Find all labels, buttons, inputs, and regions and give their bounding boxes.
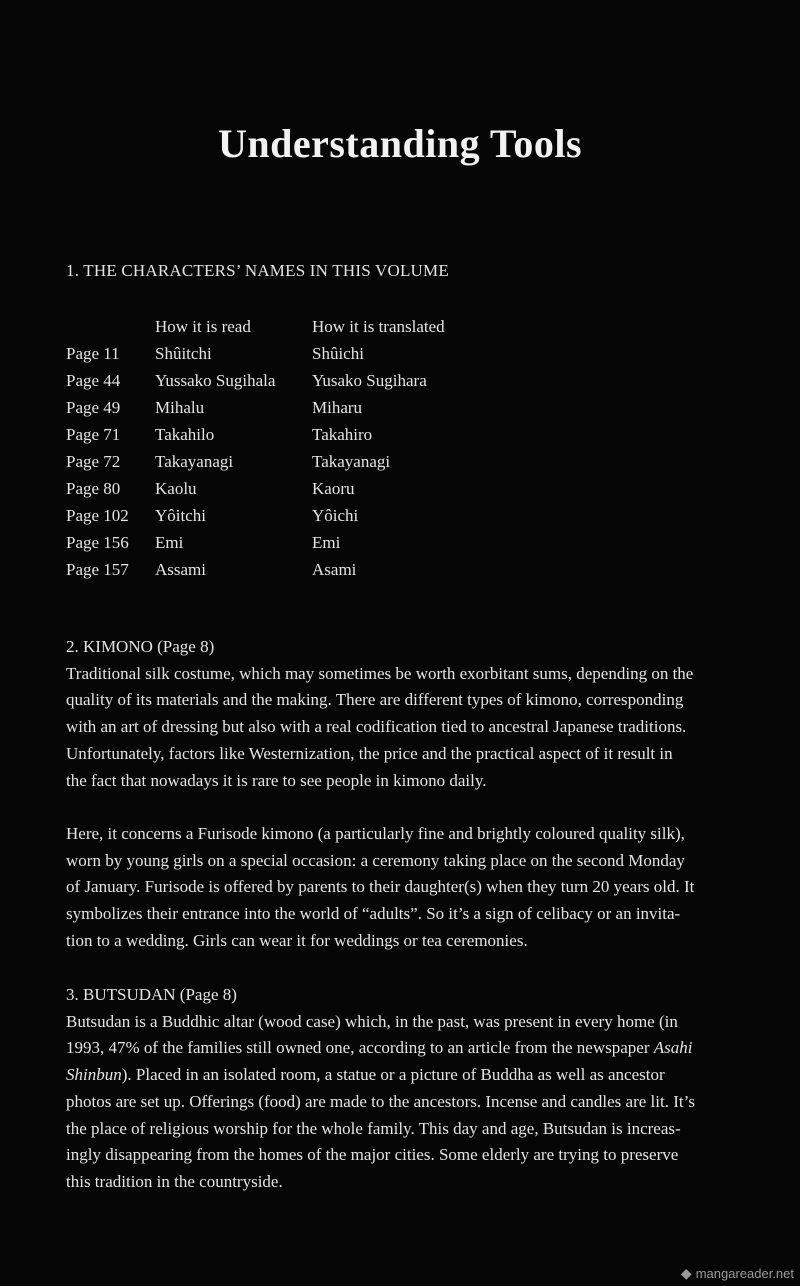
text-line: tion to a wedding. Girls can wear it for weddings or tea ceremonies.: [66, 930, 528, 950]
section3-heading: 3. BUTSUDAN (Page 8): [66, 985, 237, 1004]
section1-heading: 1. THE CHARACTERS’ NAMES IN THIS VOLUME: [66, 261, 449, 280]
text-line: Traditional silk costume, which may sometimes be worth exorbitant sums, depending on the: [66, 663, 694, 683]
text-line: this tradition in the countryside.: [66, 1171, 283, 1191]
row-read: Shûitchi: [155, 344, 212, 363]
row-read: Emi: [155, 533, 184, 552]
row-translated: Takahiro: [312, 425, 373, 444]
turtle-logo-icon: ◆: [680, 1265, 692, 1281]
row-translated: Yusako Sugihara: [312, 371, 427, 390]
text-line: Butsudan is a Buddhic altar (wood case) which, in the past, was present in every home (in: [66, 1011, 678, 1031]
watermark: [681, 1265, 794, 1282]
row-page: Page 102: [66, 506, 129, 525]
row-translated: Miharu: [312, 398, 363, 417]
row-read: Mihalu: [155, 398, 205, 417]
row-read: Kaolu: [155, 479, 197, 498]
row-translated: Emi: [312, 533, 341, 552]
butsudan-paragraph: [66, 1009, 746, 1196]
row-read: Takahilo: [155, 425, 215, 444]
text-line: of January. Furisode is offered by parents to their daughter(s) when they turn 20 years old. It: [66, 877, 695, 897]
page-title: Understanding Tools: [217, 121, 583, 166]
row-page: Page 11: [66, 344, 120, 363]
row-page: Page 72: [66, 452, 121, 471]
text-line: the fact that nowadays it is rare to see people in kimono daily.: [66, 770, 487, 790]
row-read: Yussako Sugihala: [155, 371, 276, 390]
row-translated: Shûichi: [312, 344, 364, 363]
kimono-paragraph-1: [66, 661, 746, 795]
row-page: Page 49: [66, 398, 121, 417]
section2-heading: 2. KIMONO (Page 8): [66, 637, 215, 656]
newspaper-name-cont: Shinbun: [66, 1065, 122, 1085]
row-translated: Asami: [312, 560, 357, 579]
kimono-paragraph-2: [66, 821, 746, 955]
row-translated: Kaoru: [312, 479, 355, 498]
section-kimono: [66, 634, 746, 954]
row-translated: Takayanagi: [312, 452, 391, 471]
text-line: Here, it concerns a Furisode kimono (a particularly fine and brightly coloured quality silk),: [66, 823, 685, 843]
text-line: ingly disappearing from the homes of the major cities. Some elderly are trying to preserve: [66, 1145, 679, 1165]
newspaper-name: Asahi: [653, 1038, 693, 1058]
section-butsudan: [66, 982, 746, 1196]
text-line: photos are set up. Offerings (food) are made to the ancestors. Incense and candles are lit. It’s: [66, 1091, 695, 1111]
row-page: Page 71: [66, 425, 121, 444]
text-line: symbolizes their entrance into the world of “adults”. So it’s a sign of celibacy or an invita-: [66, 904, 681, 924]
header-read: How it is read: [155, 317, 251, 336]
row-read: Takayanagi: [155, 452, 234, 471]
text-line: worn by young girls on a special occasion: a ceremony taking place on the second Monday: [66, 850, 685, 870]
row-page: Page 44: [66, 371, 121, 390]
row-read: Assami: [155, 560, 206, 579]
row-page: Page 156: [66, 533, 129, 552]
text-line: with an art of dressing but also with a real codification tied to ancestral Japanese traditions.: [66, 717, 687, 737]
row-translated: Yôichi: [312, 506, 359, 525]
row-read: Yôitchi: [155, 506, 206, 525]
text-line: the place of religious worship for the whole family. This day and age, Butsudan is increas-: [66, 1118, 681, 1138]
row-page: Page 80: [66, 479, 121, 498]
watermark-text: mangareader.net: [695, 1266, 794, 1281]
text-line: 1993, 47% of the families still owned one, according to an article from the newspaper: [66, 1038, 654, 1058]
text-line: Unfortunately, factors like Westernization, the price and the practical aspect of it result in: [66, 743, 673, 763]
row-page: Page 157: [66, 560, 129, 579]
header-translated: How it is translated: [312, 317, 445, 336]
text-line: quality of its materials and the making. There are different types of kimono, corresponding: [66, 690, 684, 710]
text-line: ). Placed in an isolated room, a statue or a picture of Buddha as well as ancestor: [121, 1065, 665, 1085]
